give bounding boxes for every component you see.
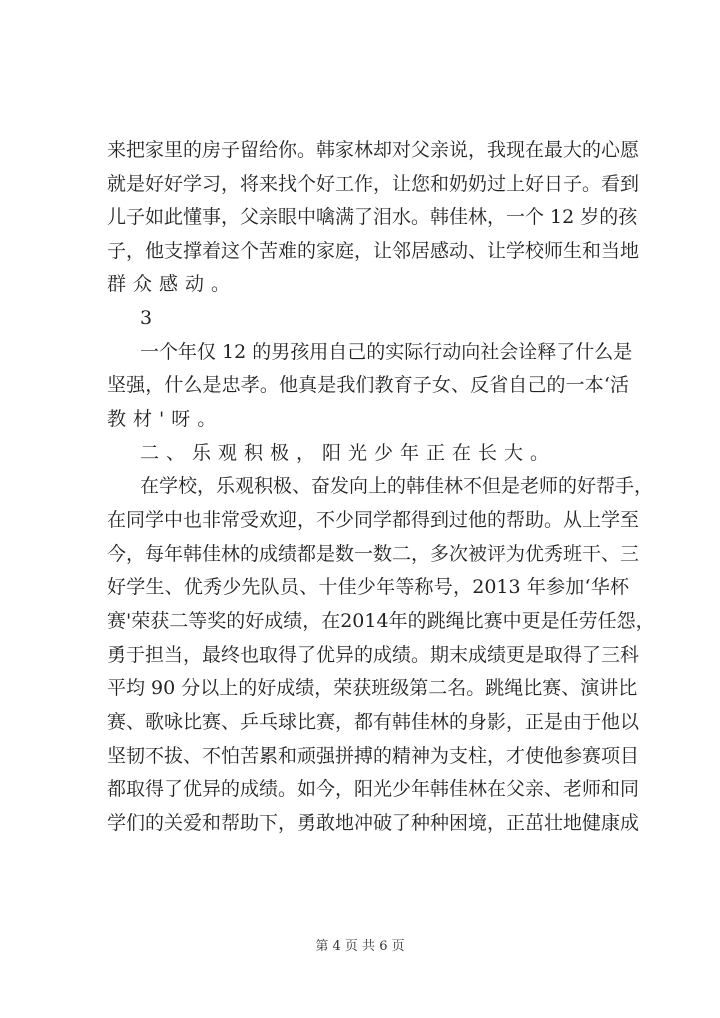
text-line: 就是好好学习，将来找个好工作，让您和奶奶过上好日子。看到 (107, 173, 640, 195)
text-line: 好学生、优秀少先队员、十佳少年等称号，2013 年参加‘华杯 (107, 576, 629, 598)
section-heading: 二、乐观积极，阳光少年正在长大。 (140, 442, 557, 464)
text-line: 都取得了优异的成绩。如今，阳光少年韩佳林在父亲、老师和同 (107, 778, 640, 800)
text-line: 今，每年韩佳林的成绩都是数一数二，多次被评为优秀班干、三 (107, 543, 640, 565)
text-line: 赛、歌咏比赛、乒乓球比赛，都有韩佳林的身影，正是由于他以 (107, 711, 640, 733)
text-line: 儿子如此懂事，父亲眼中噙满了泪水。韩佳林，一个 12 岁的孩 (107, 206, 638, 228)
text-line: 一个年仅 12 的男孩用自己的实际行动向社会诠释了什么是 (140, 341, 633, 363)
text-line: 群众感动。 (107, 273, 238, 295)
section-number: 3 (140, 307, 160, 329)
text-line: 在学校，乐观积极、奋发向上的韩佳林不但是老师的好帮手， (140, 475, 654, 497)
text-line: 教材'呀。 (107, 408, 224, 430)
text-line: 赛'荣获二等奖的好成绩，在2014年的跳绳比赛中更是任劳任怨， (107, 610, 655, 632)
text-line: 勇于担当，最终也取得了优异的成绩。期末成绩更是取得了三科 (107, 644, 640, 666)
text-line: 平均 90 分以上的好成绩，荣获班级第二名。跳绳比赛、演讲比 (107, 677, 638, 699)
text-line: 子，他支撑着这个苦难的家庭，让邻居感动、让学校师生和当地 (107, 240, 640, 262)
text-line: 坚韧不拔、不怕苦累和顽强拼搏的精神为支柱，才使他参赛项目 (107, 745, 640, 767)
page-footer: 第 4 页 共 6 页 (315, 939, 405, 954)
text-line: 学们的关爱和帮助下，勇敢地冲破了种种困境，正茁壮地健康成 (107, 812, 640, 834)
text-line: 在同学中也非常受欢迎，不少同学都得到过他的帮助。从上学至 (107, 509, 640, 531)
text-line: 坚强，什么是忠孝。他真是我们教育子女、反省自己的一本‘活 (107, 374, 629, 396)
text-line: 来把家里的房子留给你。韩家林却对父亲说，我现在最大的心愿 (107, 139, 640, 161)
